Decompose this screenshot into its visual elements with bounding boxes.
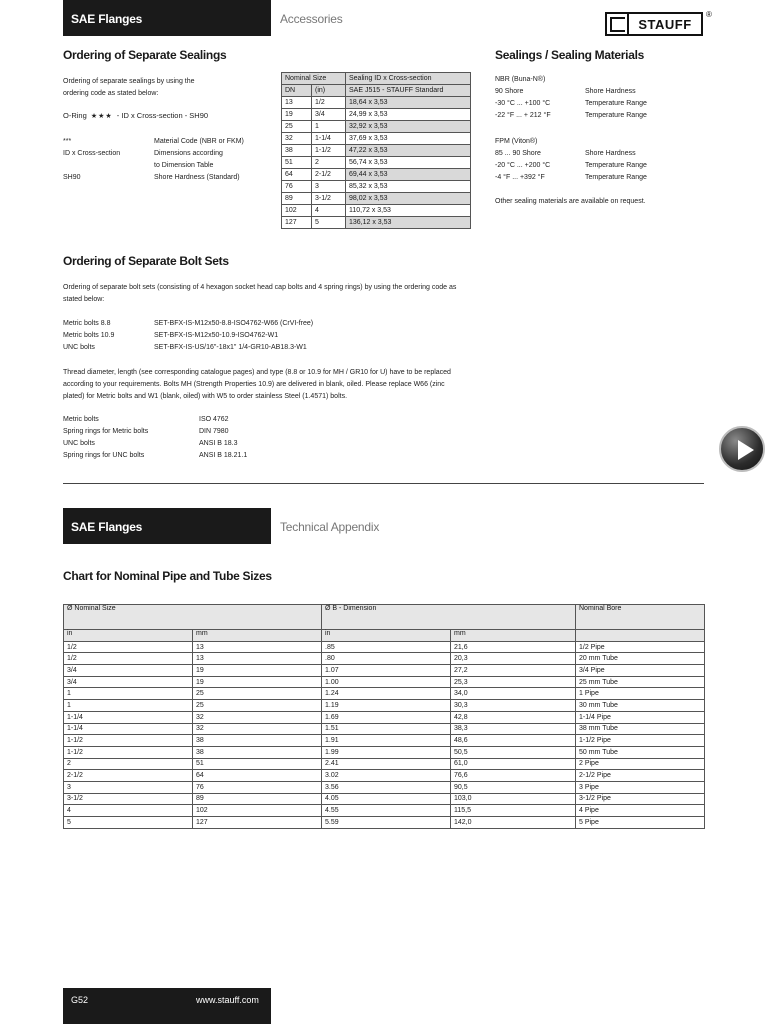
table-cell: 5.59 <box>322 817 451 829</box>
table-row <box>64 805 705 817</box>
footer-bar <box>63 988 271 1024</box>
pipe-size-table <box>63 604 705 829</box>
pipe-subheader <box>576 630 705 642</box>
table-row <box>64 758 705 770</box>
legend-value: Dimensions according <box>154 150 223 157</box>
bolt-type: UNC bolts <box>63 344 95 351</box>
table-cell: 2 Pipe <box>576 758 705 770</box>
table-cell: 3 Pipe <box>576 781 705 793</box>
table-cell: 61,0 <box>451 758 576 770</box>
table-cell: 102 <box>193 805 322 817</box>
table-cell: 85,32 x 3,53 <box>346 181 471 193</box>
table-cell: 1.69 <box>322 711 451 723</box>
table-cell: 89 <box>282 193 312 205</box>
table-cell: 1.51 <box>322 723 451 735</box>
table-row <box>282 217 471 229</box>
table-cell: 21,6 <box>451 641 576 653</box>
table-cell: 47,22 x 3,53 <box>346 145 471 157</box>
table-cell: 1-1/4 <box>64 711 193 723</box>
table-row <box>64 665 705 677</box>
table-cell: 115,5 <box>451 805 576 817</box>
table-cell: 136,12 x 3,53 <box>346 217 471 229</box>
table-cell: 32,92 x 3,53 <box>346 121 471 133</box>
table-cell: 2 <box>64 758 193 770</box>
appendix-section-label: Technical Appendix <box>280 520 380 534</box>
table-cell: 50,5 <box>451 746 576 758</box>
table-cell: 1-1/4 <box>312 133 346 145</box>
table-cell: 20 mm Tube <box>576 653 705 665</box>
fpm-name: FPM (Viton®) <box>495 138 538 145</box>
header-section-label: Accessories <box>280 12 343 26</box>
table-cell: 4.05 <box>322 793 451 805</box>
table-cell: 103,0 <box>451 793 576 805</box>
table-cell: 4 <box>312 205 346 217</box>
table-cell: 38 mm Tube <box>576 723 705 735</box>
table-row <box>282 97 471 109</box>
table-cell: 3-1/2 Pipe <box>576 793 705 805</box>
table-cell: 2-1/2 <box>64 770 193 782</box>
table-cell: 37,69 x 3,53 <box>346 133 471 145</box>
standard-item: Metric bolts <box>63 416 99 423</box>
nbr-label: Shore Hardness <box>585 88 636 95</box>
table-cell: 1 <box>64 688 193 700</box>
table-cell: 142,0 <box>451 817 576 829</box>
fpm-value: -4 °F ... +392 °F <box>495 174 545 181</box>
bolt-type: Metric bolts 8.8 <box>63 320 111 327</box>
legend-value: Shore Hardness (Standard) <box>154 174 240 181</box>
table-cell: 3 <box>312 181 346 193</box>
table-cell: 30 mm Tube <box>576 700 705 712</box>
table-row <box>282 181 471 193</box>
table-row <box>64 770 705 782</box>
table-cell: 64 <box>282 169 312 181</box>
table-cell: 127 <box>282 217 312 229</box>
appendix-bar <box>63 508 271 544</box>
sealings-intro: Ordering of separate sealings by using the ordering code as stated below: <box>63 78 195 97</box>
logo-registered-mark: ® <box>706 10 712 19</box>
table-cell: 32 <box>193 723 322 735</box>
bolt-code: SET-BFX-IS-M12x50-8.8-ISO4762-W66 (CrVI-free) <box>154 320 314 327</box>
fpm-label: Temperature Range <box>585 174 647 181</box>
table-cell: 20,3 <box>451 653 576 665</box>
table-cell: 2-1/2 <box>312 169 346 181</box>
sealing-dimension-table <box>281 72 471 229</box>
table-row <box>282 145 471 157</box>
table-cell: 3-1/2 <box>312 193 346 205</box>
pipe-chart-title: Chart for Nominal Pipe and Tube Sizes <box>63 569 272 583</box>
table-cell: 32 <box>282 133 312 145</box>
table-cell: 25 <box>282 121 312 133</box>
table-cell: 30,3 <box>451 700 576 712</box>
table-cell: 25 <box>193 700 322 712</box>
table-cell: 25 <box>193 688 322 700</box>
legend-key: *** <box>63 138 72 145</box>
table-cell: 127 <box>193 817 322 829</box>
header-bar <box>63 0 271 36</box>
th-b-dimension: Ø B - Dimension <box>322 605 576 630</box>
table-cell: 89 <box>193 793 322 805</box>
table-cell: 5 Pipe <box>576 817 705 829</box>
table-row <box>64 817 705 829</box>
table-cell: .80 <box>322 653 451 665</box>
legend-value: to Dimension Table <box>154 162 214 169</box>
table-cell: 3 <box>64 781 193 793</box>
table-cell: 38 <box>193 746 322 758</box>
materials-title: Sealings / Sealing Materials <box>495 48 644 62</box>
fpm-value: -20 °C ... +200 °C <box>495 162 551 169</box>
table-cell: 13 <box>282 97 312 109</box>
table-cell: 18,64 x 3,53 <box>346 97 471 109</box>
table-cell: 38 <box>282 145 312 157</box>
appendix-title: SAE Flanges <box>71 520 143 534</box>
th-in: (in) <box>312 85 346 97</box>
table-cell: 1-1/2 <box>64 735 193 747</box>
table-row <box>64 735 705 747</box>
table-cell: 5 <box>312 217 346 229</box>
th-sae-std: SAE J515 - STAUFF Standard <box>346 85 471 97</box>
table-cell: 1 Pipe <box>576 688 705 700</box>
nbr-value: -30 °C ... +100 °C <box>495 100 551 107</box>
sealings-title: Ordering of Separate Sealings <box>63 48 227 62</box>
table-row <box>282 109 471 121</box>
table-cell: 3/4 <box>312 109 346 121</box>
table-row <box>282 169 471 181</box>
table-cell: 3-1/2 <box>64 793 193 805</box>
table-cell: 50 mm Tube <box>576 746 705 758</box>
table-row <box>64 781 705 793</box>
table-cell: 3.02 <box>322 770 451 782</box>
table-cell: 4 <box>64 805 193 817</box>
table-cell: 27,2 <box>451 665 576 677</box>
table-row <box>282 205 471 217</box>
table-cell: 4.55 <box>322 805 451 817</box>
table-cell: 34,0 <box>451 688 576 700</box>
fpm-label: Shore Hardness <box>585 150 636 157</box>
table-row <box>64 700 705 712</box>
table-cell: 25 mm Tube <box>576 676 705 688</box>
th-nominal-size: Nominal Size <box>282 73 346 85</box>
standard-item: UNC bolts <box>63 440 95 447</box>
bolts-title: Ordering of Separate Bolt Sets <box>63 254 229 268</box>
table-cell: 32 <box>193 711 322 723</box>
table-cell: 90,5 <box>451 781 576 793</box>
table-cell: 1-1/4 <box>64 723 193 735</box>
table-row <box>64 711 705 723</box>
page-number: G52 <box>71 995 89 1005</box>
footer-url[interactable]: www.stauff.com <box>196 995 259 1005</box>
table-cell: 1/2 <box>312 97 346 109</box>
nbr-label: Temperature Range <box>585 100 647 107</box>
th-dn: DN <box>282 85 312 97</box>
section-divider <box>63 483 704 484</box>
table-cell: 1-1/2 Pipe <box>576 735 705 747</box>
table-cell: 3.56 <box>322 781 451 793</box>
table-cell: 1-1/4 Pipe <box>576 711 705 723</box>
th-nominal-bore: Nominal Bore <box>576 605 705 630</box>
table-cell: 76,6 <box>451 770 576 782</box>
standard-code: DIN 7980 <box>199 428 229 435</box>
table-row <box>64 641 705 653</box>
table-row <box>64 793 705 805</box>
table-cell: 69,44 x 3,53 <box>346 169 471 181</box>
logo-mark-icon <box>607 14 629 34</box>
stars-icon: ★★★ <box>90 113 113 120</box>
bolt-code: SET-BFX-IS-M12x50-10.9-ISO4762-W1 <box>154 332 279 339</box>
table-cell: 42,8 <box>451 711 576 723</box>
bolts-paragraph: Thread diameter, length (see corresponding catalogue pages) and type (8.8 or 10.9 for MH / GR10 for U) have to be replaced according to your requirements. Bolts MH (Strength Properties 10.9) are delivered in blank, oiled. Please replace W66 (zinc plated) for Metric bolts and W1 (blank, oiled) with W5 to order stainless Steel (1.4571) bolts. <box>63 369 451 400</box>
table-cell: 13 <box>193 641 322 653</box>
table-cell: 1-1/2 <box>64 746 193 758</box>
table-cell: 76 <box>282 181 312 193</box>
table-cell: 48,6 <box>451 735 576 747</box>
standard-code: ANSI B 18.21.1 <box>199 452 248 459</box>
table-row <box>64 653 705 665</box>
table-row <box>282 133 471 145</box>
table-row <box>64 688 705 700</box>
table-cell: 1/2 <box>64 641 193 653</box>
legend-value: Material Code (NBR or FKM) <box>154 138 244 145</box>
table-row <box>64 676 705 688</box>
table-cell: 19 <box>193 665 322 677</box>
table-cell: 1/2 <box>64 653 193 665</box>
nbr-value: 90 Shore <box>495 88 524 95</box>
bolt-code: SET-BFX-IS-US/16"-18x1" 1/4-GR10-AB18.3-W1 <box>154 344 307 351</box>
bolt-type: Metric bolts 10.9 <box>63 332 115 339</box>
table-cell: 1.07 <box>322 665 451 677</box>
table-cell: 1.19 <box>322 700 451 712</box>
table-cell: 3/4 <box>64 676 193 688</box>
sealings-order-code: O-Ring ★★★ - ID x Cross-section - SH90 <box>63 111 209 120</box>
table-cell: 1.99 <box>322 746 451 758</box>
table-cell: 38 <box>193 735 322 747</box>
legend-key: ID x Cross-section <box>63 150 121 157</box>
table-cell: 24,99 x 3,53 <box>346 109 471 121</box>
standard-item: Spring rings for Metric bolts <box>63 428 149 435</box>
table-cell: 51 <box>193 758 322 770</box>
table-cell: 51 <box>282 157 312 169</box>
table-cell: 64 <box>193 770 322 782</box>
table-cell: 5 <box>64 817 193 829</box>
table-cell: 2-1/2 Pipe <box>576 770 705 782</box>
table-cell: 25,3 <box>451 676 576 688</box>
table-cell: 13 <box>193 653 322 665</box>
table-cell: 1.91 <box>322 735 451 747</box>
logo-text: STAUFF <box>638 16 692 32</box>
table-cell: 3/4 <box>64 665 193 677</box>
table-cell: 2.41 <box>322 758 451 770</box>
table-cell: .85 <box>322 641 451 653</box>
standard-code: ISO 4762 <box>199 416 229 423</box>
table-cell: 56,74 x 3,53 <box>346 157 471 169</box>
nbr-label: Temperature Range <box>585 112 647 119</box>
table-cell: 19 <box>193 676 322 688</box>
table-cell: 38,3 <box>451 723 576 735</box>
bolts-intro: Ordering of separate bolt sets (consisting of 4 hexagon socket head cap bolts and 4 spring rings) by using the ordering code as stated below: <box>63 284 457 303</box>
table-cell: 1-1/2 <box>312 145 346 157</box>
table-cell: 102 <box>282 205 312 217</box>
pipe-subheader: mm <box>451 630 576 642</box>
header-title: SAE Flanges <box>71 12 143 26</box>
fpm-label: Temperature Range <box>585 162 647 169</box>
table-cell: 2 <box>312 157 346 169</box>
table-row <box>64 746 705 758</box>
table-row <box>64 723 705 735</box>
table-row <box>282 121 471 133</box>
table-cell: 4 Pipe <box>576 805 705 817</box>
table-cell: 98,02 x 3,53 <box>346 193 471 205</box>
th-nominal-size: Ø Nominal Size <box>64 605 322 630</box>
play-next-icon[interactable] <box>719 426 765 472</box>
table-cell: 1.00 <box>322 676 451 688</box>
nbr-name: NBR (Buna-N®) <box>495 76 546 83</box>
nbr-value: -22 °F ... + 212 °F <box>495 112 551 119</box>
pipe-subheader: in <box>64 630 193 642</box>
table-cell: 1 <box>312 121 346 133</box>
table-cell: 1/2 Pipe <box>576 641 705 653</box>
pipe-subheader: in <box>322 630 451 642</box>
table-row <box>282 157 471 169</box>
table-cell: 76 <box>193 781 322 793</box>
table-cell: 19 <box>282 109 312 121</box>
table-cell: 3/4 Pipe <box>576 665 705 677</box>
legend-key: SH90 <box>63 174 81 181</box>
table-row <box>282 193 471 205</box>
fpm-value: 85 ... 90 Shore <box>495 150 541 157</box>
table-cell: 110,72 x 3,53 <box>346 205 471 217</box>
materials-note: Other sealing materials are available on request. <box>495 198 646 205</box>
table-cell: 1.24 <box>322 688 451 700</box>
stauff-logo <box>605 12 703 36</box>
standard-item: Spring rings for UNC bolts <box>63 452 145 459</box>
th-sealing-id: Sealing ID x Cross-section <box>346 73 471 85</box>
pipe-subheader: mm <box>193 630 322 642</box>
standard-code: ANSI B 18.3 <box>199 440 238 447</box>
table-cell: 1 <box>64 700 193 712</box>
